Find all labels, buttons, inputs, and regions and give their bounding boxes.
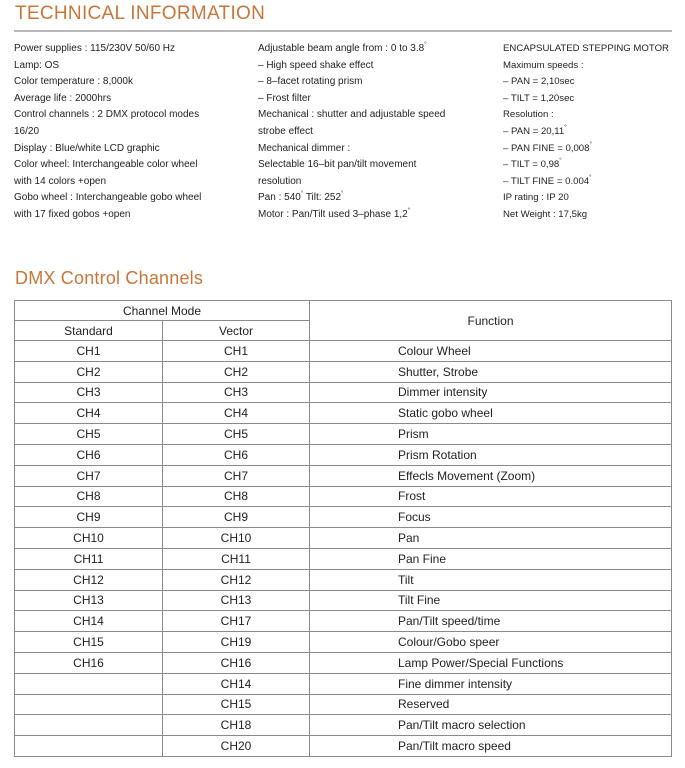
table-row (15, 507, 672, 528)
spec-line: Maximum speeds : (503, 59, 584, 71)
spec-line: – TILT = 0,98° (503, 158, 562, 171)
spec-line: Mechanical dimmer : (258, 142, 351, 154)
function-cell: Prism Rotation (310, 444, 672, 465)
standard-cell: CH15 (15, 632, 163, 653)
table-row (15, 569, 672, 590)
spec-line: – Frost filter (258, 92, 311, 104)
function-header: Function (310, 301, 672, 341)
function-cell: Colour/Gobo speer (310, 632, 672, 653)
spec-line: – TILT = 1,20sec (503, 92, 575, 104)
spec-line: with 17 fixed gobos +open (14, 208, 131, 220)
table-row (15, 486, 672, 507)
degree-symbol: ° (407, 207, 411, 214)
function-cell: Pan/Tilt macro selection (310, 715, 672, 736)
spec-line: IP rating : IP 20 (503, 192, 569, 204)
table-row (15, 673, 672, 694)
table-row (15, 444, 672, 465)
vector-cell: CH15 (163, 694, 310, 715)
spec-line: Motor : Pan/Tilt used 3–phase 1,2° (258, 207, 411, 220)
standard-cell: CH13 (15, 590, 163, 611)
table-row (15, 694, 672, 715)
degree-symbol: ° (300, 191, 304, 198)
spec-line: – TILT FINE = 0.004° (503, 174, 592, 187)
vector-cell: CH4 (163, 403, 310, 424)
standard-cell: CH6 (15, 444, 163, 465)
function-cell: Reserved (310, 694, 672, 715)
standard-cell: CH16 (15, 652, 163, 673)
channel-mode-header: Channel Mode (15, 301, 310, 321)
tech-column-1 (14, 41, 201, 224)
heading-divider (14, 30, 672, 32)
vector-cell: CH7 (163, 465, 310, 486)
vector-cell: CH11 (163, 548, 310, 569)
standard-cell: CH4 (15, 403, 163, 424)
standard-cell (15, 673, 163, 694)
table-row (15, 611, 672, 632)
standard-cell: CH7 (15, 465, 163, 486)
function-cell: Shutter, Strobe (310, 361, 672, 382)
function-cell: Frost (310, 486, 672, 507)
standard-cell: CH8 (15, 486, 163, 507)
function-cell: Prism (310, 424, 672, 445)
vector-cell: CH18 (163, 715, 310, 736)
table-row (15, 590, 672, 611)
vector-cell: CH3 (163, 382, 310, 403)
spec-line: Display : Blue/white LCD graphic (14, 142, 160, 154)
spec-line: ENCAPSULATED STEPPING MOTOR (503, 43, 669, 54)
spec-line: strobe effect (258, 125, 313, 137)
standard-cell: CH2 (15, 361, 163, 382)
function-cell: Static gobo wheel (310, 403, 672, 424)
degree-symbol: ° (559, 158, 562, 165)
standard-cell: CH9 (15, 507, 163, 528)
degree-symbol: ° (589, 141, 592, 148)
table-row (15, 382, 672, 403)
table-row (15, 465, 672, 486)
dmx-channel-table (14, 300, 672, 757)
table-row (15, 715, 672, 736)
tech-column-3 (503, 41, 669, 224)
vector-cell: CH16 (163, 652, 310, 673)
degree-symbol: ° (589, 174, 592, 181)
spec-line: Mechanical : shutter and adjustable speed (258, 109, 446, 121)
spec-line: Pan : 540° Tilt: 252° (258, 191, 344, 204)
spec-line: Power supplies : 115/230V 50/60 Hz (14, 43, 176, 54)
table-row (15, 632, 672, 653)
function-cell: Pan (310, 528, 672, 549)
vector-cell: CH8 (163, 486, 310, 507)
function-cell: Focus (310, 507, 672, 528)
vector-cell: CH13 (163, 590, 310, 611)
spec-line: Average life : 2000hrs (14, 92, 112, 104)
spec-line: – PAN = 20,11° (503, 124, 567, 137)
standard-cell: CH10 (15, 528, 163, 549)
spec-line: 16/20 (14, 125, 40, 137)
spec-line: Lamp: OS (14, 59, 60, 71)
spec-line: with 14 colors +open (14, 175, 107, 187)
spec-line: Net Weight : 17,5kg (503, 208, 588, 220)
table-row (15, 361, 672, 382)
vector-cell: CH5 (163, 424, 310, 445)
vector-cell: CH14 (163, 673, 310, 694)
vector-cell: CH1 (163, 341, 310, 362)
spec-line: Selectable 16–bit pan/tilt movement (258, 159, 417, 171)
spec-line: Resolution : (503, 109, 554, 121)
function-cell: Tilt Fine (310, 590, 672, 611)
spec-line: Color wheel: Interchangeable color wheel (14, 159, 198, 171)
spec-line: Gobo wheel : Interchangeable gobo wheel (14, 192, 202, 204)
standard-cell: CH11 (15, 548, 163, 569)
vector-cell: CH19 (163, 632, 310, 653)
degree-symbol: ° (564, 124, 567, 131)
standard-cell: CH3 (15, 382, 163, 403)
table-row (15, 424, 672, 445)
function-cell: Fine dimmer intensity (310, 673, 672, 694)
standard-cell: CH1 (15, 341, 163, 362)
function-cell: Pan Fine (310, 548, 672, 569)
function-cell: Lamp Power/Special Functions (310, 652, 672, 673)
spec-line: – 8–facet rotating prism (258, 76, 363, 88)
standard-header: Standard (15, 321, 163, 341)
function-cell: Effecls Movement (Zoom) (310, 465, 672, 486)
vector-cell: CH6 (163, 444, 310, 465)
vector-cell: CH20 (163, 736, 310, 757)
standard-cell (15, 694, 163, 715)
spec-line: Adjustable beam angle from : 0 to 3.8° (258, 42, 427, 54)
vector-cell: CH17 (163, 611, 310, 632)
table-row (15, 341, 672, 362)
spec-line: – PAN FINE = 0,008° (503, 141, 592, 154)
table-row (15, 403, 672, 424)
vector-cell: CH2 (163, 361, 310, 382)
vector-cell: CH10 (163, 528, 310, 549)
degree-symbol: ° (341, 191, 344, 198)
function-cell: Pan/Tilt speed/time (310, 611, 672, 632)
function-cell: Dimmer intensity (310, 382, 672, 403)
spec-line: Color temperature : 8,000k (14, 76, 133, 88)
spec-line: – High speed shake effect (258, 59, 374, 71)
vector-cell: CH9 (163, 507, 310, 528)
dmx-channels-heading: DMX Control Channels (15, 268, 204, 288)
degree-symbol: ° (424, 42, 427, 48)
standard-cell: CH5 (15, 424, 163, 445)
table-row (15, 528, 672, 549)
spec-line: resolution (258, 175, 302, 187)
table-row (15, 736, 672, 757)
spec-line: Control channels : 2 DMX protocol modes (14, 109, 200, 121)
function-cell: Pan/Tilt macro speed (310, 736, 672, 757)
table-row (15, 548, 672, 569)
standard-cell (15, 736, 163, 757)
technical-information-heading: TECHNICAL INFORMATION (15, 3, 266, 24)
vector-header: Vector (163, 321, 310, 341)
function-cell: Tilt (310, 569, 672, 590)
standard-cell: CH14 (15, 611, 163, 632)
spec-line: – PAN = 2,10sec (503, 76, 575, 88)
function-cell: Colour Wheel (310, 341, 672, 362)
tech-column-2 (258, 41, 445, 224)
vector-cell: CH12 (163, 569, 310, 590)
standard-cell (15, 715, 163, 736)
table-row (15, 652, 672, 673)
standard-cell: CH12 (15, 569, 163, 590)
